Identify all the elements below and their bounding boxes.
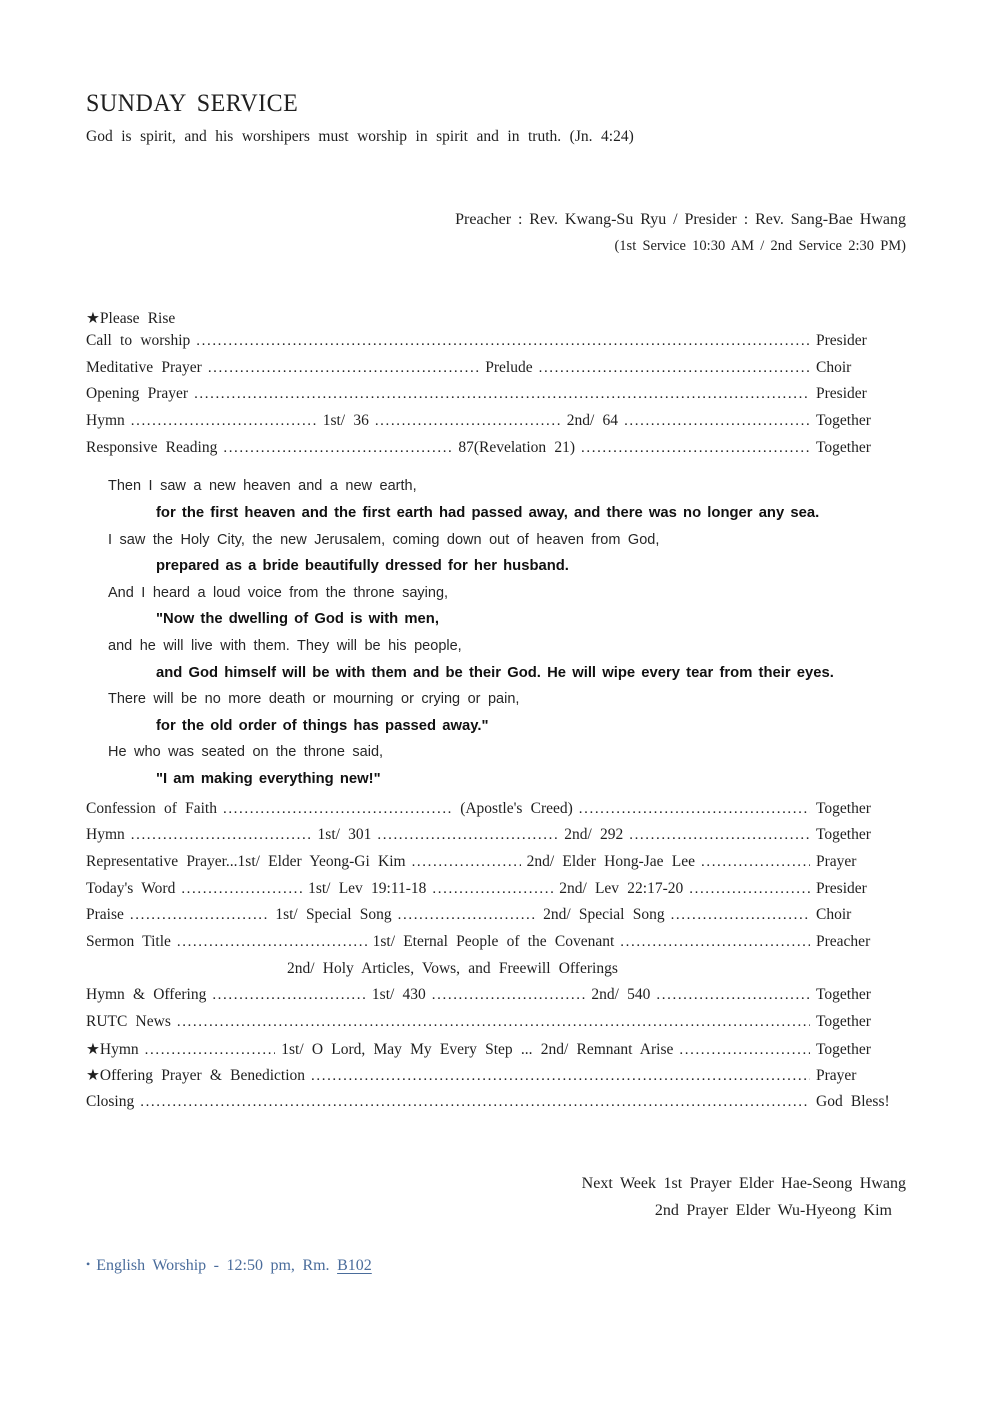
dotted-leader (131, 413, 317, 430)
row-text: Closing (86, 1093, 135, 1111)
row-text: Responsive Reading (86, 438, 218, 456)
row-text: Prelude (485, 358, 533, 376)
row-text: Opening Prayer (86, 385, 189, 403)
row-text: Call to worship (86, 332, 191, 349)
order-of-service-top (86, 332, 906, 465)
row-assignee: Presider (816, 879, 867, 897)
order-row-confession-of-faith (86, 800, 906, 827)
row-assignee: Presider (816, 332, 867, 349)
dotted-leader (377, 827, 558, 844)
row-text: 87(Revelation 21) (458, 438, 576, 456)
reading-leader-line: There will be no more death or mourning or crying or pain, (108, 691, 520, 708)
preacher-presider-line: Preacher : Rev. Kwang-Su Ryu / Presider : Rev. Sang-Bae Hwang (455, 211, 906, 228)
dotted-leader (196, 333, 810, 350)
row-text: 1st/ 430 (371, 986, 426, 1004)
row-text: Hymn (86, 412, 125, 430)
dotted-leader (689, 881, 810, 898)
dotted-leader (398, 907, 537, 924)
row-assignee: Together (816, 412, 871, 430)
next-week-first-prayer: Next Week 1st Prayer Elder Hae-Seong Hwang (581, 1174, 906, 1192)
row-text: 1st/ O Lord, May My Every Step ... 2nd/ Remnant Arise (281, 1040, 674, 1058)
row-assignee: Choir (816, 358, 852, 376)
dotted-leader (671, 907, 810, 924)
page-title: SUNDAY SERVICE (86, 90, 299, 118)
dotted-leader (539, 360, 810, 377)
order-row-closing (86, 1093, 906, 1120)
service-leaders (86, 206, 906, 259)
scripture-verse: God is spirit, and his worshipers must worship in spirit and in truth. (Jn. 4:24) (86, 128, 634, 145)
order-row-hymn (86, 412, 906, 439)
row-assignee: God Bless! (816, 1093, 890, 1111)
row-assignee: Preacher (816, 933, 871, 950)
order-row-representative-prayer (86, 853, 906, 880)
next-week-assignments (86, 1170, 906, 1224)
dotted-leader (208, 360, 479, 377)
row-text: 2nd/ Special Song (543, 906, 665, 924)
order-row-offering-prayer-benediction (86, 1066, 906, 1093)
reading-response-line: "Now the dwelling of God is with men, (156, 611, 439, 628)
reading-response-line: for the first heaven and the first earth had passed away, and there was no longer any sea. (156, 505, 820, 522)
row-text: RUTC News (86, 1013, 171, 1031)
reading-response-line: "I am making everything new!" (156, 770, 381, 787)
dotted-leader (679, 1042, 810, 1059)
english-worship-note (86, 1251, 906, 1279)
row-text: 2nd/ Holy Articles, Vows, and Freewill Offerings (287, 959, 618, 977)
responsive-reading (86, 473, 906, 792)
order-row-today-s-word (86, 880, 906, 907)
reading-response-line: prepared as a bride beautifully dressed for her husband. (156, 558, 569, 575)
reading-response-line: and God himself will be with them and be their God. He will wipe every tear from their eyes. (156, 664, 834, 681)
row-text: Meditative Prayer (86, 358, 202, 376)
next-week-second-prayer: 2nd Prayer Elder Wu-Hyeong Kim (654, 1201, 892, 1219)
row-assignee: Together (816, 826, 871, 844)
row-text: Sermon Title (86, 933, 171, 950)
dotted-leader (212, 987, 366, 1004)
dotted-leader (579, 801, 810, 818)
order-row-call-to-worship (86, 332, 906, 359)
row-text: 1st/ Eternal People of the Covenant (372, 933, 615, 950)
order-row-hymn-offering (86, 986, 906, 1013)
dotted-leader (629, 827, 810, 844)
dotted-leader (223, 440, 452, 457)
dotted-leader (432, 987, 586, 1004)
dotted-leader (624, 413, 810, 430)
order-row-meditative-prayer (86, 359, 906, 386)
reading-response-line: for the old order of things has passed away." (156, 717, 489, 734)
order-row-hymn (86, 826, 906, 853)
row-text: 2nd/ Elder Hong-Jae Lee (526, 852, 695, 870)
dotted-leader (181, 881, 302, 898)
row-text: Confession of Faith (86, 799, 217, 817)
row-text: 2nd/ 540 (591, 986, 651, 1004)
reading-leader-line: He who was seated on the throne said, (108, 744, 384, 761)
dotted-leader (177, 934, 367, 951)
dotted-leader (223, 801, 454, 818)
english-worship-text: English Worship - 12:50 pm, Rm. (96, 1256, 330, 1274)
dotted-leader (140, 1094, 810, 1111)
room-link[interactable]: B102 (337, 1256, 372, 1274)
row-assignee: Presider (816, 385, 867, 403)
reading-leader-line: And I heard a loud voice from the throne saying, (108, 584, 449, 601)
row-text: 1st/ 301 (317, 826, 372, 844)
reading-leader-line: I saw the Holy City, the new Jerusalem, coming down out of heaven from God, (108, 531, 660, 548)
order-row-sermon-title (86, 933, 906, 960)
row-assignee: Prayer (816, 1067, 857, 1085)
row-assignee: Together (816, 1013, 871, 1031)
dotted-leader (194, 386, 810, 403)
row-text: (Apostle's Creed) (460, 799, 573, 817)
dotted-leader (375, 413, 561, 430)
row-text: Today's Word (86, 879, 176, 897)
order-row-praise (86, 906, 906, 933)
dotted-leader (131, 827, 312, 844)
dotted-leader (177, 1014, 810, 1031)
row-text: Hymn (86, 826, 125, 844)
reading-leader-line: and he will live with them. They will be his people, (108, 638, 462, 654)
row-text: Hymn & Offering (86, 986, 207, 1004)
row-assignee: Prayer (816, 852, 857, 870)
bullet-icon: • (86, 1256, 91, 1271)
row-text: Representative Prayer... (86, 852, 238, 870)
order-row-rutc-news (86, 1013, 906, 1040)
row-assignee: Together (816, 986, 871, 1004)
dotted-leader (412, 854, 521, 871)
dotted-leader (701, 854, 810, 871)
row-text: ★Offering Prayer & Benediction (86, 1067, 306, 1085)
please-rise-note: ★Please Rise (86, 310, 176, 327)
row-text: 1st/ Special Song (275, 906, 392, 924)
order-row-2nd-holy-articles-vows-and-freewill-offerings (86, 960, 906, 987)
dotted-leader (656, 987, 810, 1004)
row-text: ★Hymn (86, 1040, 139, 1058)
row-assignee: Together (816, 799, 871, 817)
order-of-service-bottom (86, 800, 906, 1120)
dotted-leader (581, 440, 810, 457)
row-text: 1st/ Lev 19:11-18 (308, 879, 427, 897)
dotted-leader (145, 1042, 276, 1059)
order-row-responsive-reading (86, 439, 906, 466)
row-assignee: Together (816, 1040, 871, 1058)
reading-leader-line: Then I saw a new heaven and a new earth, (108, 478, 417, 495)
row-text: 2nd/ Lev 22:17-20 (559, 879, 684, 897)
service-times-line: (1st Service 10:30 AM / 2nd Service 2:30 PM) (614, 238, 906, 254)
row-text: 2nd/ 64 (566, 412, 619, 430)
row-text: 1st/ 36 (322, 412, 369, 430)
row-text: Praise (86, 906, 124, 924)
order-row-hymn (86, 1040, 906, 1067)
dotted-leader (432, 881, 553, 898)
row-text: 1st/ Elder Yeong-Gi Kim (237, 852, 406, 870)
order-row-opening-prayer (86, 385, 906, 412)
row-text: 2nd/ 292 (564, 826, 624, 844)
dotted-leader (620, 934, 810, 951)
dotted-leader (130, 907, 269, 924)
row-assignee: Choir (816, 906, 852, 924)
row-assignee: Together (816, 438, 871, 456)
dotted-leader (311, 1068, 810, 1085)
